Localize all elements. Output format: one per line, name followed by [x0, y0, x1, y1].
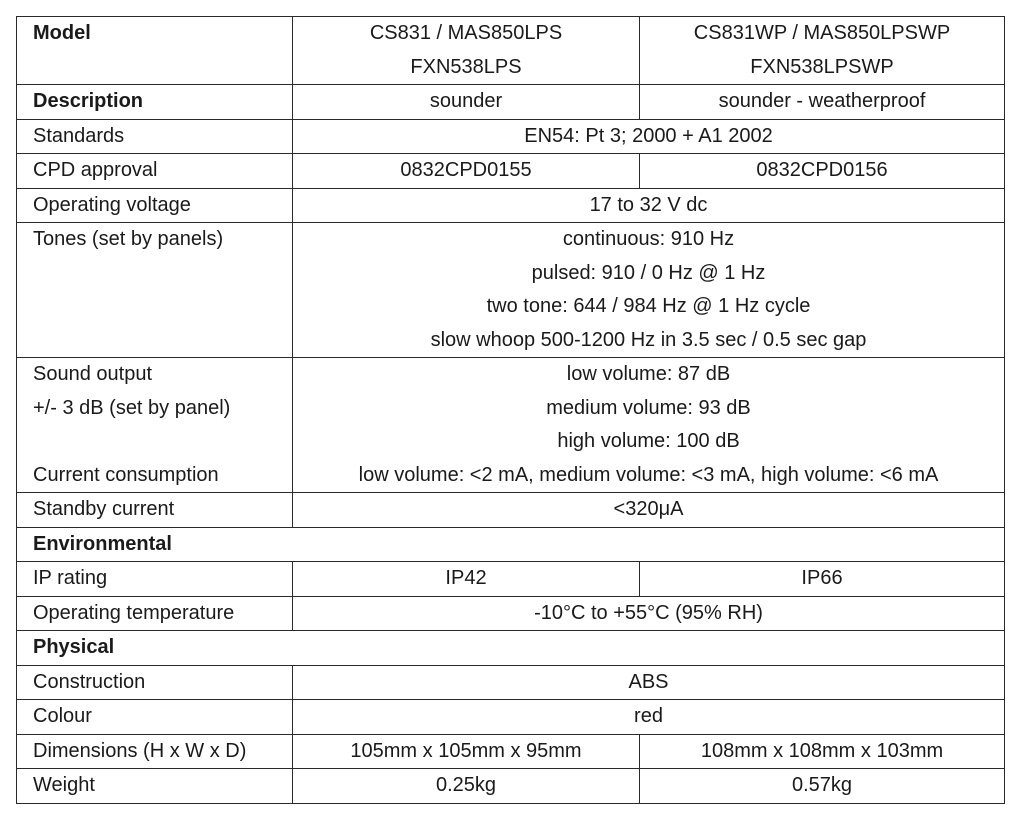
row-standby: [17, 493, 1005, 528]
row-construction: [17, 665, 1005, 700]
row-voltage: [17, 188, 1005, 223]
label-model: Model: [17, 17, 293, 85]
construction-value: ABS: [293, 665, 1005, 700]
model-col1: CS831 / MAS850LPS FXN538LPS: [293, 17, 640, 85]
row-dimensions: [17, 734, 1005, 769]
standards-value: EN54: Pt 3; 2000 + A1 2002: [293, 119, 1005, 154]
voltage-value: 17 to 32 V dc: [293, 188, 1005, 223]
description-col1: sounder: [293, 85, 640, 120]
row-model: [17, 17, 1005, 85]
dimensions-col1: 105mm x 105mm x 95mm: [293, 734, 640, 769]
model-col2: CS831WP / MAS850LPSWP FXN538LPSWP: [640, 17, 1005, 85]
sound-output-values: low volume: 87 dB medium volume: 93 dB high volume: 100 dB low volume: <2 mA, medium volume: <3 mA, high volume: <6 mA: [293, 358, 1005, 493]
cpd-col1: 0832CPD0155: [293, 154, 640, 189]
tone-pulsed: pulsed: 910 / 0 Hz @ 1 Hz: [531, 261, 766, 284]
dimensions-col2: 108mm x 108mm x 103mm: [640, 734, 1005, 769]
row-weight: [17, 769, 1005, 804]
row-cpd: [17, 154, 1005, 189]
row-temperature: [17, 596, 1005, 631]
tones-values: [293, 223, 1005, 358]
label-sound-output: Sound output +/- 3 dB (set by panel) Current consumption: [17, 358, 293, 493]
weight-col1: 0.25kg: [293, 769, 640, 804]
label-ip: IP rating: [17, 562, 293, 597]
label-construction: Construction: [17, 665, 293, 700]
label-description: Description: [17, 85, 293, 120]
tone-continuous: continuous: 910 Hz: [562, 228, 735, 250]
temperature-value: -10°C to +55°C (95% RH): [293, 596, 1005, 631]
row-standards: [17, 119, 1005, 154]
tone-two-tone: two tone: 644 / 984 Hz @ 1 Hz cycle: [486, 295, 811, 317]
label-tones: Tones (set by panels): [17, 223, 293, 358]
row-colour: [17, 700, 1005, 735]
label-standby: Standby current: [17, 493, 293, 528]
label-dimensions: Dimensions (H x W x D): [17, 734, 293, 769]
section-environmental: Environmental: [17, 527, 1005, 562]
ip-col1: IP42: [293, 562, 640, 597]
label-standards: Standards: [17, 119, 293, 154]
cpd-col2: 0832CPD0156: [640, 154, 1005, 189]
label-colour: Colour: [17, 700, 293, 735]
row-sound-output: [17, 358, 1005, 493]
row-tones: [17, 223, 1005, 358]
ip-col2: IP66: [640, 562, 1005, 597]
section-physical: Physical: [17, 631, 1005, 666]
label-temperature: Operating temperature: [17, 596, 293, 631]
row-ip: [17, 562, 1005, 597]
row-physical: [17, 631, 1005, 666]
label-weight: Weight: [17, 769, 293, 804]
row-description: [17, 85, 1005, 120]
description-col2: sounder - weatherproof: [640, 85, 1005, 120]
row-environmental: [17, 527, 1005, 562]
weight-col2: 0.57kg: [640, 769, 1005, 804]
standby-value: <320μA: [293, 493, 1005, 528]
label-cpd: CPD approval: [17, 154, 293, 189]
tone-slow-whoop: slow whoop 500-1200 Hz in 3.5 sec / 0.5 sec gap: [430, 328, 867, 351]
label-voltage: Operating voltage: [17, 188, 293, 223]
colour-value: red: [293, 700, 1005, 735]
spec-table: [16, 16, 1005, 804]
